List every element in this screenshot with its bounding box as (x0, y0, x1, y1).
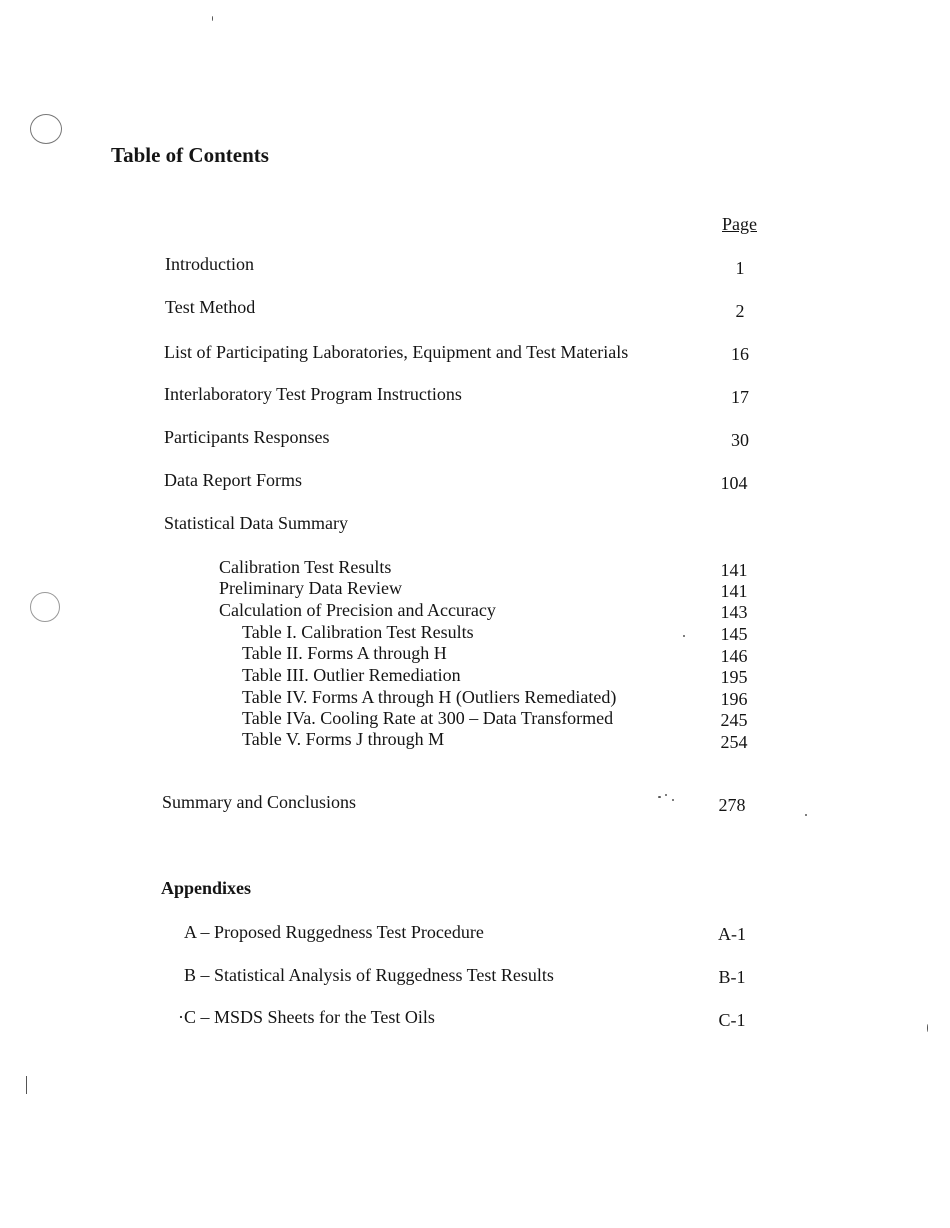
toc-subentry-page: 195 (720, 667, 748, 687)
toc-subentry-label: Table IV. Forms A through H (Outliers Remediated) (242, 687, 617, 707)
appendix-label: A – Proposed Ruggedness Test Procedure (184, 922, 484, 942)
toc-entry-page: 30 (731, 430, 749, 450)
toc-entry-page: 2 (735, 301, 745, 321)
scan-speck (212, 16, 213, 21)
toc-summary-page: 278 (718, 795, 746, 815)
toc-subentry-page: 254 (720, 732, 748, 752)
toc-subentry-label: Table II. Forms A through H (242, 643, 447, 663)
toc-subentry-page: 141 (720, 581, 748, 601)
toc-entry-page: 104 (720, 473, 748, 493)
toc-entry-page: 16 (731, 344, 749, 364)
toc-subentry-label: Preliminary Data Review (219, 578, 402, 598)
appendix-label: B – Statistical Analysis of Ruggedness Test Results (184, 965, 554, 985)
toc-entry-page: 17 (731, 387, 749, 407)
scan-speck (658, 796, 661, 798)
scan-speck (927, 1024, 928, 1032)
toc-subentry-label: Table I. Calibration Test Results (242, 622, 474, 642)
toc-entry-label: List of Participating Laboratories, Equipment and Test Materials (164, 342, 629, 362)
toc-entry-label: Introduction (165, 254, 254, 274)
toc-subentry-page: 196 (720, 689, 748, 709)
toc-subentry-page: 245 (720, 710, 748, 730)
toc-entry-label: Test Method (165, 297, 256, 317)
toc-subentry-label: Calculation of Precision and Accuracy (219, 600, 496, 620)
punch-hole-middle (30, 592, 60, 622)
toc-entry-label: Statistical Data Summary (164, 513, 348, 533)
appendix-page: A-1 (718, 924, 746, 944)
scan-speck (665, 794, 667, 796)
toc-subentry-page: 143 (720, 602, 748, 622)
toc-entry-label: Participants Responses (164, 427, 330, 447)
toc-subentry-label: Table III. Outlier Remediation (242, 665, 461, 685)
toc-entry-label: Data Report Forms (164, 470, 302, 490)
toc-summary-label: Summary and Conclusions (162, 792, 356, 812)
toc-subentry-page: 141 (720, 560, 748, 580)
scan-speck (805, 814, 807, 816)
appendixes-heading: Appendixes (161, 878, 252, 898)
toc-entry-label: Interlaboratory Test Program Instructions (164, 384, 462, 404)
toc-subentry-page: 146 (720, 646, 748, 666)
scan-speck (672, 799, 674, 801)
punch-hole-top (30, 114, 62, 144)
toc-subentry-label: Calibration Test Results (219, 557, 392, 577)
toc-subentry-page: 145 (720, 624, 748, 644)
page-column-heading: Page (722, 214, 757, 234)
appendix-page: C-1 (718, 1010, 746, 1030)
appendix-label: ·C – MSDS Sheets for the Test Oils (178, 1007, 435, 1027)
toc-entry-page: 1 (735, 258, 745, 278)
page-title: Table of Contents (111, 143, 269, 167)
toc-subentry-label: Table IVa. Cooling Rate at 300 – Data Transformed (242, 708, 614, 728)
appendix-page: B-1 (718, 967, 746, 987)
toc-subentry-label: Table V. Forms J through M (242, 729, 445, 749)
scan-speck (26, 1076, 27, 1094)
scan-speck (683, 635, 685, 637)
